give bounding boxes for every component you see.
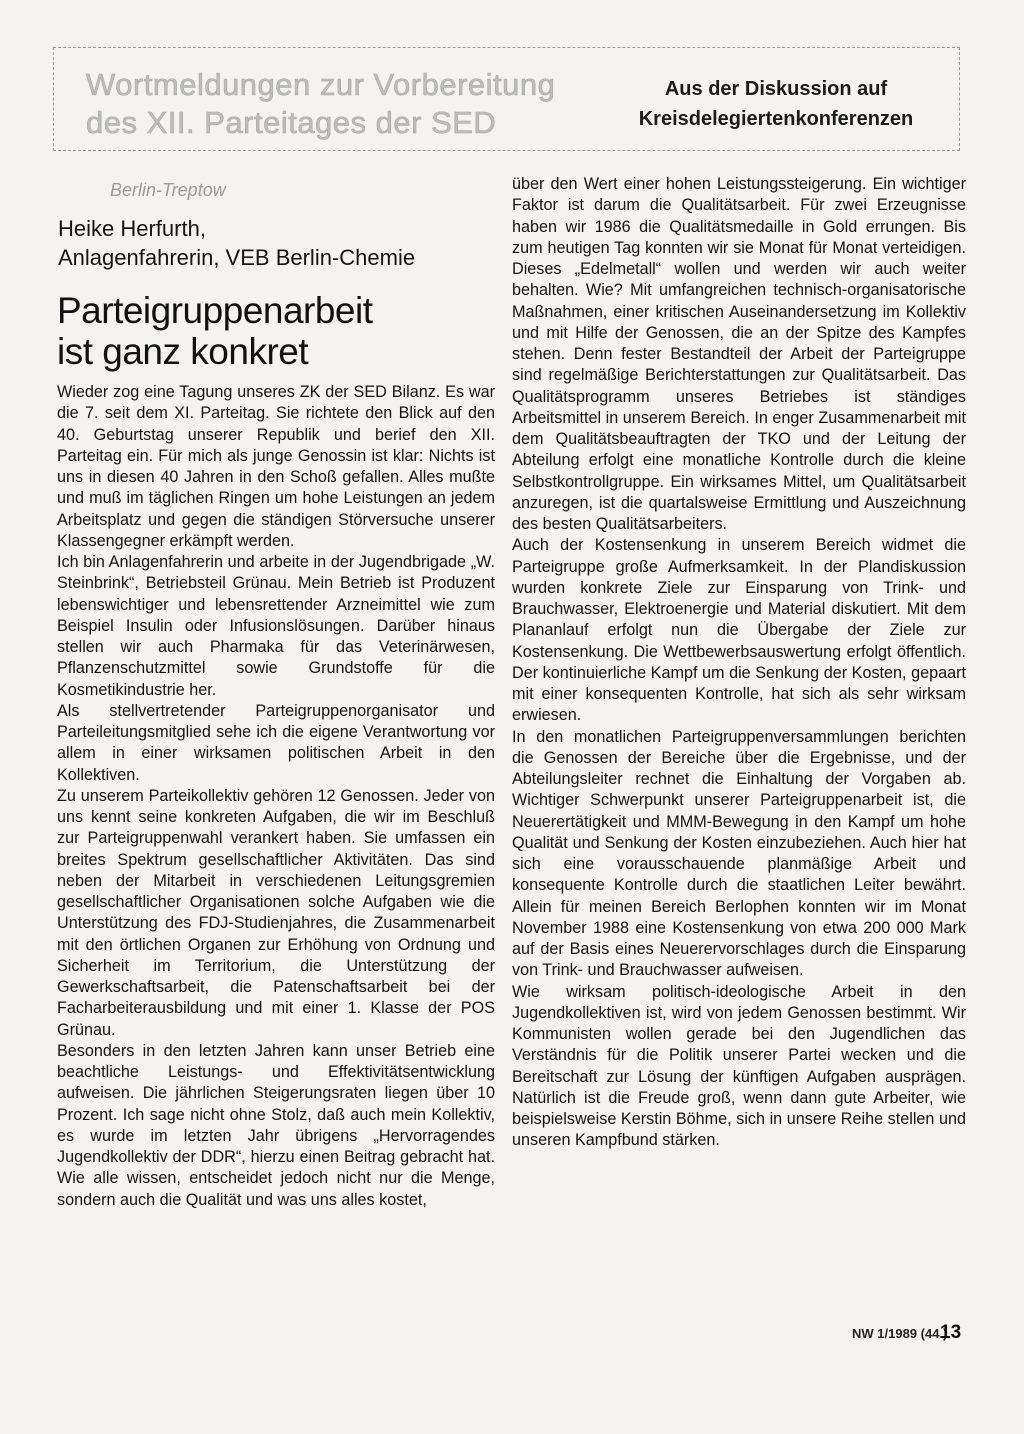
issue-reference: NW 1/1989 (44.) — [852, 1326, 948, 1341]
paragraph: Ich bin Anlagenfahrerin und arbeite in der Jugendbrigade „W. Steinbrink“, Betriebsteil Grünau. Mein Betrieb ist Produzent lebenswichtiger und lebensrettender Arzneimittel wie zum Beispiel Insulin oder Infusionslösungen. Darüber hinaus stellen wir auch Pharmaka für das Veterinärwesen, Pflanzenschutzmittel sowie Grundstoffe für die Kosmetikindustrie her. — [57, 553, 495, 699]
paragraph: Besonders in den letzten Jahren kann unser Betrieb eine beachtliche Leistungs- und Effektivitätsentwicklung aufweisen. Die jährlichen Steigerungsraten liegen über 10 Prozent. Ich sage nicht ohne Stolz, daß auch mein Kollektiv, es wurde im letzten Jahr übrigens „Hervorragendes Jugendkollektiv der DDR“, hierzu einen Beitrag gebracht hat. Wie alle wissen, entscheidet jedoch nicht nur die Menge, sondern auch die Qualität und was uns alles kostet, — [57, 1041, 495, 1209]
series-title — [86, 66, 606, 142]
body-column-left — [57, 382, 495, 1211]
paragraph: Wie wirksam politisch-ideologische Arbeit in den Jugendkollektiven ist, wird von jedem Genossen bestimmt. Wir Kommunisten wollen gerade bei den Jugendlichen das Verständnis für die Politik unserer Partei wecken und die Bereitschaft zur Lösung der künftigen Aufgaben ausprägen. Natürlich ist die Freude groß, wenn dann gute Arbeiter, wie beispielsweise Kerstin Böhme, sich in unsere Reihe stellen und unseren Kampfbund stärken. — [512, 982, 966, 1150]
location-label: Berlin-Treptow — [110, 180, 226, 200]
paragraph: In den monatlichen Parteigruppenversammlungen berichten die Genossen der Bereiche über die Ergebnisse, und der Abteilungsleiter rechnet die Einhaltung der Vorgaben ab. Wichtiger Schwerpunkt unserer Parteigruppenarbeit ist, die Neuerertätigkeit und MMM-Bewegung in den Kampf um hohe Qualität und Senkung der Kosten einzubeziehen. Auch hier hat sich eine vorausschauende planmäßige Arbeit und konsequente Kontrolle durch die staatlichen Leiter bewährt. Allein für meinen Bereich Berlophen konnten wir im Monat November 1988 eine Kostensenkung von etwa 200 000 Mark auf der Basis eines Neuerervorschlages durch die Einsparung von Trink- und Brauchwasser aufweisen. — [512, 727, 966, 980]
author-role: Anlagenfahrerin, VEB Berlin-Chemie — [58, 245, 416, 270]
paragraph: Zu unserem Parteikollektiv gehören 12 Genossen. Jeder von uns kennt seine konkreten Aufgaben, die wir im Beschluß zur Parteigruppenwahl verankert haben. Sie umfassen ein breites Spektrum gesellschaftlicher Aktivitäten. Das sind neben der Mitarbeit in verschiedenen Leitungsgremien gesellschaftlicher Organisationen solche Aufgaben wie die Unterstützung des FDJ-Studienjahres, die Zusammenarbeit mit den örtlichen Organen zur Erhöhung von Ordnung und Sicherheit im Territorium, die Unterstützung der Gewerkschaftsarbeit, die Patenschaftsarbeit bei der Facharbeiterausbildung und mit einer 1. Klasse der POS Grünau. — [57, 786, 495, 1039]
headline-line-1: Parteigruppenarbeit — [57, 290, 373, 331]
section-title-line-2: Kreisdelegiertenkonferenzen — [638, 108, 914, 130]
author-block — [58, 214, 528, 272]
author-name: Heike Herfurth, — [58, 216, 206, 241]
body-column-right — [512, 174, 966, 1152]
series-title-line-2: des XII. Parteitages der SED — [86, 105, 497, 140]
headline-line-2: ist ganz konkret — [57, 331, 309, 372]
section-title — [606, 74, 946, 134]
paragraph: Wieder zog eine Tagung unseres ZK der SED Bilanz. Es war die 7. seit dem XI. Parteitag. Sie richtete den Blick auf den 40. Geburtstag unserer Republik und berief den XII. Parteitag ein. Für mich als junge Genossin ist klar: Nichts ist uns in diesen 40 Jahren in den Schoß gefallen. Alles mußte und muß im täglichen Ringen um hohe Leistungen an jedem Arbeitsplatz und gegen die ständigen Störversuche unserer Klassengegner erkämpft werden. — [57, 383, 495, 550]
paragraph: Auch der Kostensenkung in unserem Bereich widmet die Parteigruppe große Aufmerksamkeit. In der Plandiskussion wurden konkrete Ziele zur Einsparung von Trink- und Brauchwasser, Elektroenergie und Material diskutiert. Mit dem Plananlauf erfolgt nun die Übergabe der Ziele zur Kostensenkung. Die Wettbewerbsauswertung erfolgt öffentlich. Der kontinuierliche Kampf um die Senkung der Kosten, gepaart mit einer konsequenten Kontrolle, hat sich als sehr wirksam erwiesen. — [512, 536, 966, 725]
paragraph: über den Wert einer hohen Leistungssteigerung. Ein wichtiger Faktor ist darum die Qualitätsarbeit. Für zwei Erzeugnisse haben wir 1986 die Qualitätsmedaille in Gold errungen. Bis zum heutigen Tag konnten wir sie Monat für Monat verteidigen. Dieses „Edelmetall“ wollen und werden wir auch weiter behalten. Wie? Mit umfangreichen technisch-organisatorische Maßnahmen, einer kritischen Auseinandersetzung im Kollektiv und mit Hilfe der Genossen, die an der Spitze des Kampfes stehen. Denn fester Bestandteil der Arbeit der Parteigruppe sind regelmäßige Berichterstattungen zur Qualitätsarbeit. Das Qualitätsprogramm unseres Betriebes ist ständiges Arbeitsmittel in unserem Bereich. In enger Zusammenarbeit mit dem Qualitätsbeauftragten der TKO und der Leitung der Abteilung erfolgt eine monatliche Kontrolle durch die kleine Selbstkontrollgruppe. Ein wirksames Mittel, um Qualitätsarbeit anzuregen, ist die quartalsweise Ermittlung und Auszeichnung des besten Qualitätsarbeiters. — [512, 175, 966, 533]
series-title-line-1: Wortmeldungen zur Vorbereitung — [86, 67, 556, 102]
article-headline — [57, 290, 527, 372]
section-title-line-1: Aus der Diskussion auf — [664, 78, 888, 100]
page-number: 13 — [940, 1322, 962, 1343]
paragraph: Als stellvertretender Parteigruppenorganisator und Parteileitungsmitglied sehe ich die eigene Verantwortung vor allem in einer wirksamen politischen Arbeit in den Kollektiven. — [57, 701, 495, 784]
